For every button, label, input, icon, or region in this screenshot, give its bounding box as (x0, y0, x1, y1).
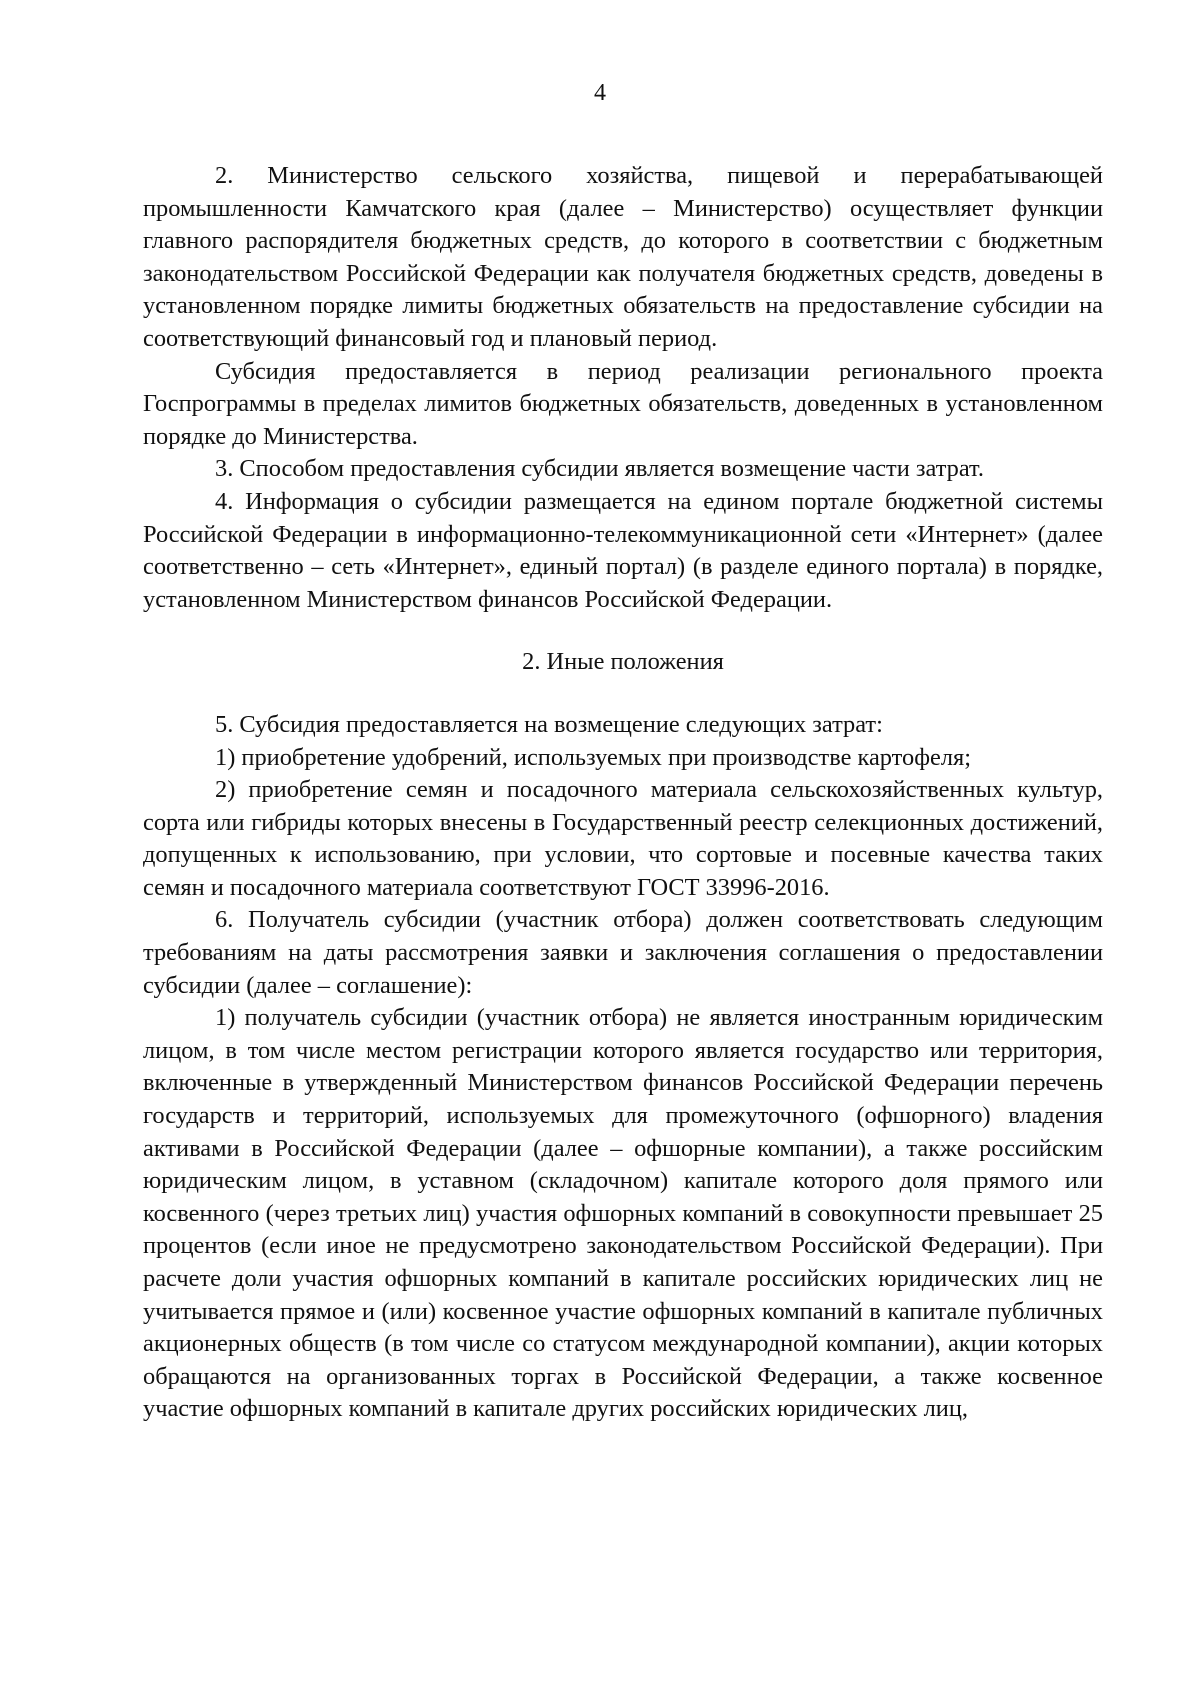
page-number: 4 (594, 80, 606, 106)
paragraph-6-requirements: 6. Получатель субсидии (участник отбора) должен соответствовать следующим требованиям на даты рассмотрения заявки и заключения соглашения о предоставлении субсидии (далее – соглашение): (143, 906, 1103, 999)
list-item-fertilizers: 1) приобретение удобрений, используемых при производстве картофеля; (215, 743, 972, 771)
document-body (143, 160, 1103, 1426)
paragraph-4-information: 4. Информация о субсидии размещается на едином портале бюджетной системы Российской Федерации в информационно-телекоммуникационной сети «Интернет» (далее соответственно – сеть «Интернет», единый портал) (в разделе единого портала) в порядке, установленном Министерством финансов Российской Федерации. (143, 487, 1103, 613)
paragraph-5-costs: 5. Субсидия предоставляется на возмещение следующих затрат: (215, 710, 883, 738)
list-item-seeds: 2) приобретение семян и посадочного материала сельскохозяйственных культур, сорта или гибриды которых внесены в Государственный реестр селекционных достижений, допущенных к использованию, при условии, что сортовые и посевные качества таких семян и посадочного материала соответствуют ГОСТ 33996-2016. (143, 776, 1103, 901)
paragraph-2-ministry: 2. Министерство сельского хозяйства, пищевой и перерабатывающей промышленности Камчатского края (далее – Министерство) осуществляет функции главного распорядителя бюджетных средств, до которого в соответствии с бюджетным законодательством Российской Федерации как получателя бюджетных средств, доведены в установленном порядке лимиты бюджетных обязательств на предоставление субсидии на соответствующий финансовый год и плановый период. (143, 162, 1103, 352)
section-heading: 2. Иные положения (522, 648, 724, 676)
paragraph-subsidy-period: Субсидия предоставляется в период реализации регионального проекта Госпрограммы в пределах лимитов бюджетных обязательств, доведенных в установленном порядке до Министерства. (143, 357, 1103, 450)
paragraph-3-method: 3. Способом предоставления субсидии является возмещение части затрат. (215, 455, 984, 483)
list-item-offshore: 1) получатель субсидии (участник отбора) не является иностранным юридическим лицом, в том числе местом регистрации которого является государство или территория, включенные в утвержденный Министерством финансов Российской Федерации перечень государств и территорий, используемых для промежуточного (офшорного) владения активами в Российской Федерации (далее – офшорные компании), а также российским юридическим лицом, в уставном (складочном) капитале которого доля прямого или косвенного (через третьих лиц) участия офшорных компаний в совокупности превышает 25 процентов (если иное не предусмотрено законодательством Российской Федерации). При расчете доли участия офшорных компаний в капитале российских юридических лиц не учитывается прямое и (или) косвенное участие офшорных компаний в капитале публичных акционерных обществ (в том числе со статусом международной компании), акции которых обращаются на организованных торгах в Российской Федерации, а также косвенное участие офшорных компаний в капитале других российских юридических лиц, (143, 1004, 1103, 1423)
